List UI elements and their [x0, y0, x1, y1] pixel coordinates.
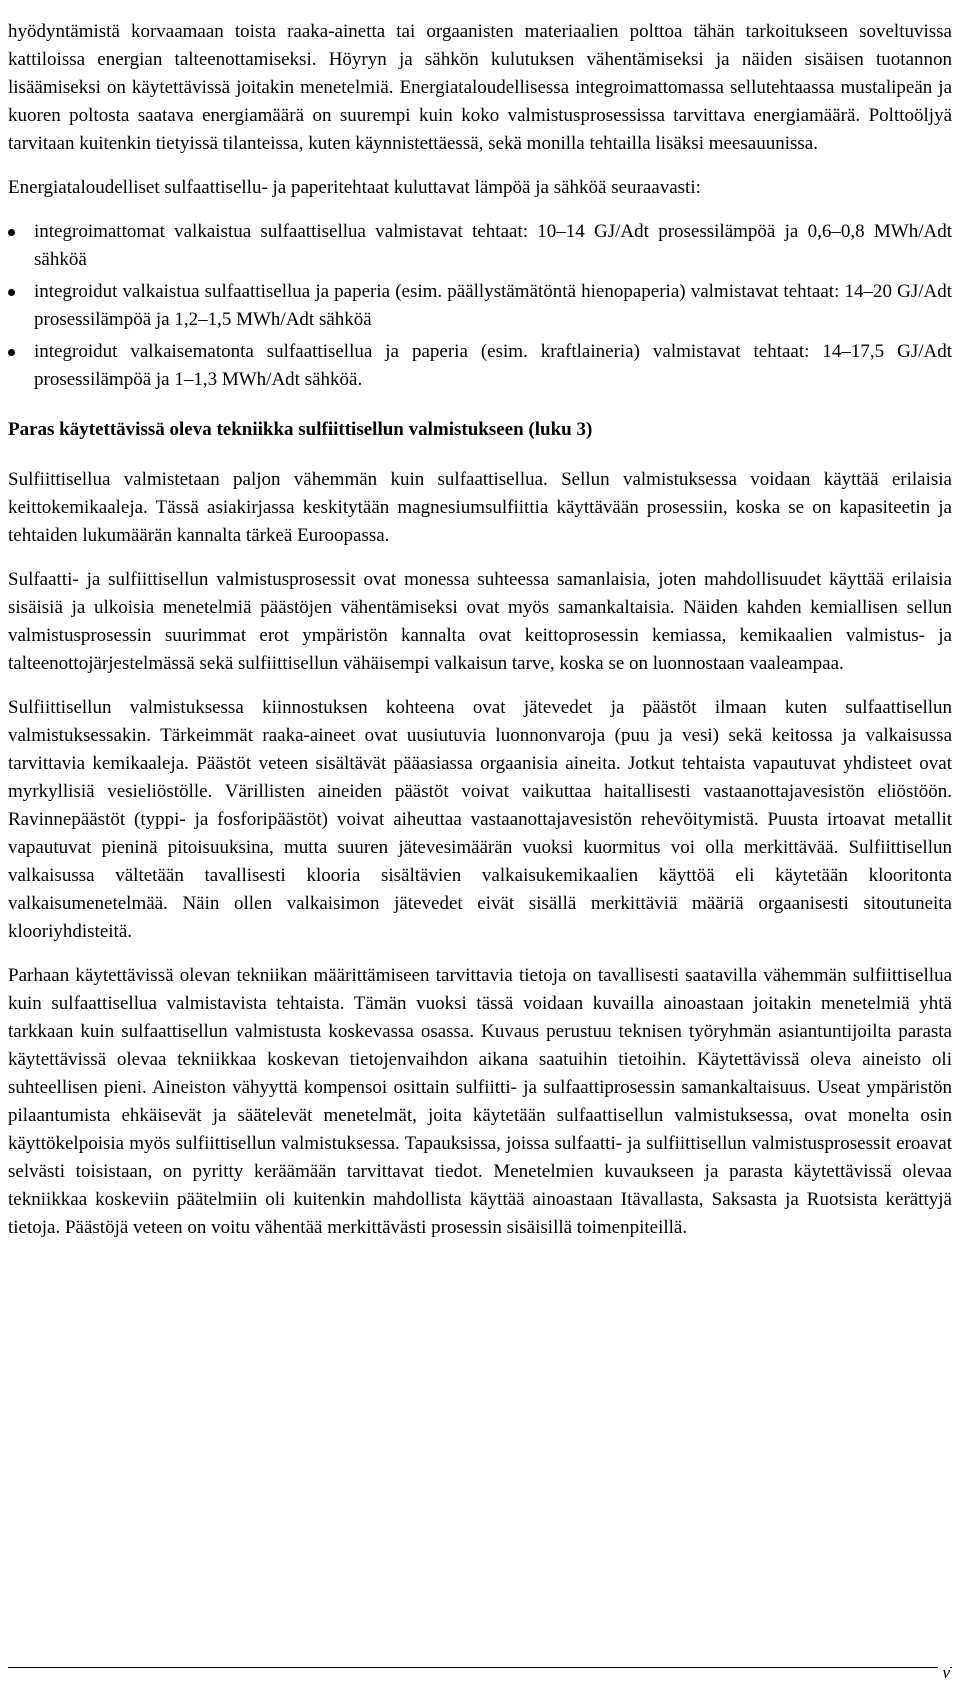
bullet-text: integroimattomat valkaistua sulfaattisellua valmistavat tehtaat: 10–14 GJ/Adt prosessilämpöä ja 0,6–0,8 MWh/Adt sähköä: [34, 221, 952, 270]
document-page: [8, 18, 952, 1258]
page-number: v: [938, 1664, 950, 1682]
body-paragraph: Sulfiittisellua valmistetaan paljon vähemmän kuin sulfaattisellua. Sellun valmistuksessa voidaan käyttää erilaisia keittokemikaaleja. Tässä asiakirjassa keskitytään magnesiumsulfiittia käyttävään prosessiin, koska se on kapasiteetin ja tehtaiden lukumäärän kannalta tärkeä Euroopassa.: [8, 469, 952, 546]
body-paragraph: Parhaan käytettävissä olevan tekniikan määrittämiseen tarvittavia tietoja on tavallisesti saatavilla vähemmän sulfiittisellua kuin sulfaattisellua valmistavista tehtaista. Tämän vuoksi tässä voidaan kuvailla ainoastaan joitakin menetelmiä yhtä tarkkaan kuin sulfaattisellun valmistusta koskevassa osassa. Kuvaus perustuu teknisen työryhmän asiantuntijoilta parasta käytettävissä olevaa tekniikkaa koskevan tietojenvaihdon aikana saatuihin tietoihin. Käytettävissä oleva aineisto oli suhteellisen pieni. Aineiston vähyyttä kompensoi osittain sulfiitti- ja sulfaattiprosessin samankaltaisuus. Useat ympäristön pilaantumista ehkäisevät ja säätelevät menetelmät, joita käytetään sulfaattisellun valmistuksessa, ovat monelta osin käyttökelpoisia myös sulfiittisellun valmistuksessa. Tapauksissa, joissa sulfaatti- ja sulfiittisellun valmistusprosessit eroavat selvästi toisistaan, on pyritty keräämään tarvittavat tiedot. Menetelmien kuvaukseen ja parasta käytettävissä olevaa tekniikkaa koskeviin päätelmiin oli kuitenkin mahdollista käyttää ainoastaan Itävallasta, Saksasta ja Ruotsista kerättyjä tietoja. Päästöjä veteen on voitu vähentää merkittävästi prosessin sisäisillä toimenpiteillä.: [8, 965, 952, 1238]
bullet-text: integroidut valkaistua sulfaattisellua ja paperia (esim. päällystämätöntä hienopaperia) valmistavat tehtaat: 14–20 GJ/Adt prosessilämpöä ja 1,2–1,5 MWh/Adt sähköä: [34, 281, 952, 330]
body-paragraph: Sulfaatti- ja sulfiittisellun valmistusprosessit ovat monessa suhteessa samanlaisia, joten mahdollisuudet käyttää erilaisia sisäisiä ja ulkoisia menetelmiä päästöjen vähentämiseksi ovat myös samankaltaisia. Näiden kahden kemiallisen sellun valmistusprosessin suurimmat erot ympäristön kannalta ovat keittoprosessin kemiassa, kemikaalien valmistus- ja talteenottojärjestelmässä sekä sulfiittisellun vähäisempi valkaisun tarve, koska se on luonnostaan vaaleampaa.: [8, 569, 952, 674]
footer-divider: [8, 1667, 952, 1668]
intro-paragraph: hyödyntämistä korvaamaan toista raaka-ainetta tai orgaanisten materiaalien polttoa tähän tarkoitukseen soveltuvissa kattiloissa energian talteenottamiseksi. Höyryn ja sähkön kulutuksen vähentämiseksi ja näiden sisäisen tuotannon lisäämiseksi on käytettävissä joitakin menetelmiä. Energiataloudellisessa integroimattomassa sellutehtaassa mustalipeän ja kuoren poltosta saatava energiamäärä on suurempi kuin koko valmistusprosessissa tarvittava energiamäärä. Polttoöljyä tarvitaan kuitenkin tietyissä tilanteissa, kuten käynnistettäessä, sekä monilla tehtailla lisäksi meesauunissa.: [8, 21, 952, 154]
bullet-icon: [8, 229, 15, 236]
bullet-icon: [8, 349, 15, 356]
energy-intro-paragraph: Energiataloudelliset sulfaattisellu- ja paperitehtaat kuluttavat lämpöä ja sähköä seuraavasti:: [8, 177, 701, 198]
bullet-item: [8, 338, 952, 394]
bullet-item: [8, 278, 952, 334]
bullet-text: integroidut valkaisematonta sulfaattisellua ja paperia (esim. kraftlaineria) valmistavat tehtaat: 14–17,5 GJ/Adt prosessilämpöä ja 1–1,3 MWh/Adt sähköä.: [34, 341, 952, 390]
section-heading: Paras käytettävissä oleva tekniikka sulfiittisellun valmistukseen (luku 3): [8, 419, 593, 440]
bullet-icon: [8, 289, 15, 296]
energy-bullet-list: [8, 218, 952, 394]
bullet-item: [8, 218, 952, 274]
body-paragraph: Sulfiittisellun valmistuksessa kiinnostuksen kohteena ovat jätevedet ja päästöt ilmaan kuten sulfaattisellun valmistuksessakin. Tärkeimmät raaka-aineet ovat uusiutuvia luonnonvaroja (puu ja vesi) sekä keitossa ja valkaisussa tarvittavia kemikaaleja. Päästöt veteen sisältävät pääasiassa orgaanisia aineita. Jotkut tehtaista vapautuvat yhdisteet ovat myrkyllisiä vesieliöstölle. Värillisten aineiden päästöt voivat vaikuttaa haitallisesti vastaanottajavesistön eliöstöön. Ravinnepäästöt (typpi- ja fosforipäästöt) voivat aiheuttaa vastaanottajavesistön rehevöitymistä. Puusta irtoavat metallit vapautuvat pieninä pitoisuuksina, mutta suuren jätevesimäärän vuoksi kuormitus voi olla merkittävää. Sulfiittisellun valkaisussa vältetään tavallisesti klooria sisältävien valkaisukemikaalien käyttöä eli käytetään klooritonta valkaisumenetelmää. Näin ollen valkaisimon jätevedet eivät sisällä merkittäviä määriä orgaanisesti sitoutuneita klooriyhdisteitä.: [8, 697, 952, 942]
